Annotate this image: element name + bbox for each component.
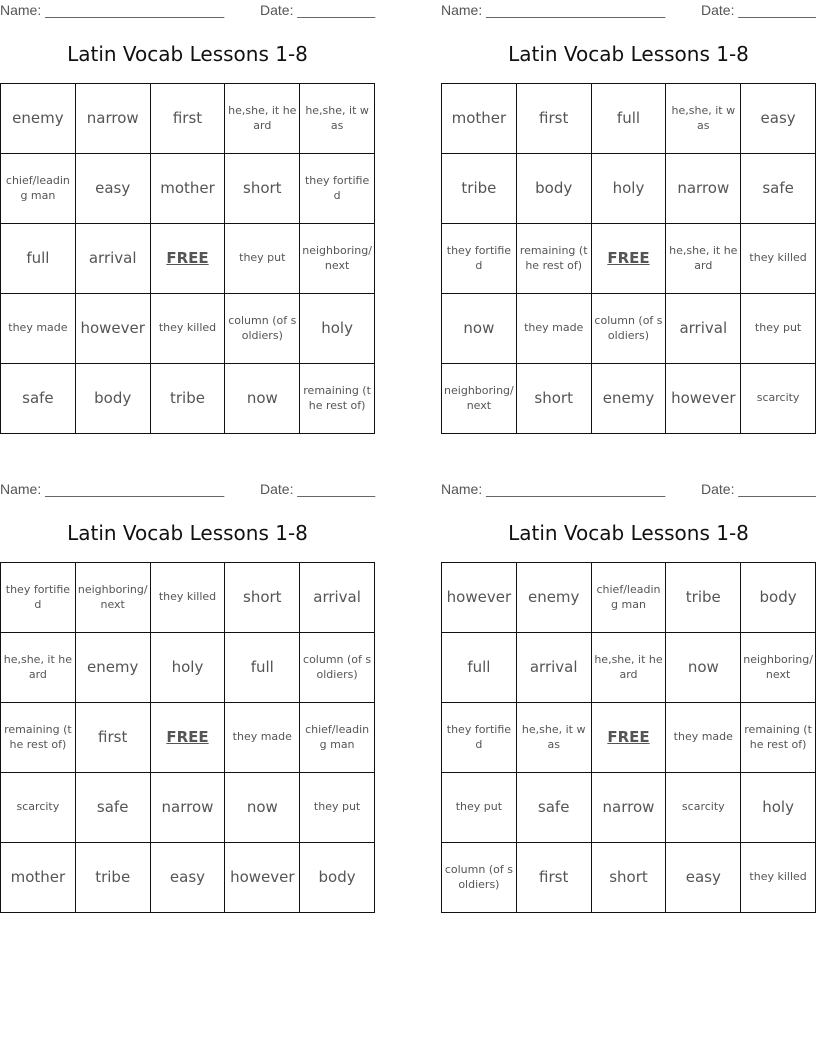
vocab-cell: neighboring/next — [76, 563, 151, 633]
name-date-row — [0, 2, 375, 20]
vocab-cell: scarcity — [666, 773, 741, 843]
card-title: Latin Vocab Lessons 1-8 — [508, 521, 749, 545]
vocab-cell: neighboring/next — [741, 633, 816, 703]
vocab-cell: body — [300, 843, 375, 913]
vocab-cell: he,she, it was — [666, 84, 741, 154]
vocab-cell: full — [225, 633, 300, 703]
date-field: Date: __________ — [701, 2, 816, 18]
vocab-cell: narrow — [151, 773, 226, 843]
vocab-cell: column (of soldiers) — [592, 294, 667, 364]
vocab-cell: easy — [666, 843, 741, 913]
vocab-cell: neighboring/next — [300, 224, 375, 294]
vocab-cell: they put — [442, 773, 517, 843]
vocab-cell: they fortified — [1, 563, 76, 633]
vocab-cell: enemy — [1, 84, 76, 154]
bingo-grid — [441, 83, 816, 434]
name-date-row — [441, 2, 816, 20]
vocab-cell: however — [76, 294, 151, 364]
vocab-cell: they made — [517, 294, 592, 364]
name-date-row — [0, 481, 375, 499]
vocab-cell: they put — [741, 294, 816, 364]
vocab-cell: they killed — [151, 563, 226, 633]
vocab-cell: they killed — [741, 224, 816, 294]
vocab-cell: holy — [151, 633, 226, 703]
date-field: Date: __________ — [701, 481, 816, 497]
vocab-cell: first — [76, 703, 151, 773]
vocab-cell: however — [666, 364, 741, 434]
vocab-cell: he,she, it heard — [1, 633, 76, 703]
vocab-cell: however — [225, 843, 300, 913]
vocab-cell: he,she, it was — [517, 703, 592, 773]
vocab-cell: remaining (the rest of) — [1, 703, 76, 773]
vocab-cell: holy — [592, 154, 667, 224]
vocab-cell: they put — [225, 224, 300, 294]
vocab-cell: scarcity — [1, 773, 76, 843]
free-space-cell: FREE — [151, 703, 226, 773]
vocab-cell: narrow — [666, 154, 741, 224]
vocab-cell: now — [225, 773, 300, 843]
vocab-cell: narrow — [592, 773, 667, 843]
bingo-card-1 — [0, 0, 375, 435]
bingo-card-3 — [0, 479, 375, 914]
free-space-cell: FREE — [151, 224, 226, 294]
vocab-cell: first — [517, 84, 592, 154]
bingo-grid — [0, 83, 375, 434]
free-space-cell: FREE — [592, 224, 667, 294]
bingo-card-4 — [441, 479, 816, 914]
name-field: Name: _______________________ — [0, 481, 225, 497]
vocab-cell: now — [442, 294, 517, 364]
card-title: Latin Vocab Lessons 1-8 — [67, 42, 308, 66]
date-field: Date: __________ — [260, 2, 376, 18]
vocab-cell: column (of soldiers) — [442, 843, 517, 913]
vocab-cell: tribe — [442, 154, 517, 224]
vocab-cell: they put — [300, 773, 375, 843]
vocab-cell: however — [442, 563, 517, 633]
vocab-cell: enemy — [592, 364, 667, 434]
vocab-cell: easy — [151, 843, 226, 913]
vocab-cell: now — [666, 633, 741, 703]
vocab-cell: tribe — [666, 563, 741, 633]
vocab-cell: mother — [151, 154, 226, 224]
free-space-cell: FREE — [592, 703, 667, 773]
vocab-cell: remaining (the rest of) — [517, 224, 592, 294]
card-title: Latin Vocab Lessons 1-8 — [67, 521, 308, 545]
name-field: Name: _______________________ — [441, 2, 666, 18]
vocab-cell: scarcity — [741, 364, 816, 434]
vocab-cell: arrival — [517, 633, 592, 703]
bingo-grid — [0, 562, 375, 913]
vocab-cell: short — [225, 154, 300, 224]
vocab-cell: arrival — [76, 224, 151, 294]
vocab-cell: remaining (the rest of) — [741, 703, 816, 773]
vocab-cell: chief/leading man — [1, 154, 76, 224]
vocab-cell: arrival — [300, 563, 375, 633]
vocab-cell: holy — [741, 773, 816, 843]
vocab-cell: easy — [741, 84, 816, 154]
bingo-card-2 — [441, 0, 816, 435]
vocab-cell: they made — [666, 703, 741, 773]
vocab-cell: body — [76, 364, 151, 434]
vocab-cell: tribe — [76, 843, 151, 913]
vocab-cell: he,she, it heard — [592, 633, 667, 703]
vocab-cell: mother — [442, 84, 517, 154]
vocab-cell: they fortified — [300, 154, 375, 224]
vocab-cell: chief/leading man — [300, 703, 375, 773]
vocab-cell: first — [517, 843, 592, 913]
vocab-cell: easy — [76, 154, 151, 224]
date-field: Date: __________ — [260, 481, 376, 497]
vocab-cell: body — [517, 154, 592, 224]
vocab-cell: remaining (the rest of) — [300, 364, 375, 434]
vocab-cell: they fortified — [442, 703, 517, 773]
vocab-cell: they made — [225, 703, 300, 773]
vocab-cell: short — [225, 563, 300, 633]
vocab-cell: they killed — [151, 294, 226, 364]
name-date-row — [441, 481, 816, 499]
vocab-cell: narrow — [76, 84, 151, 154]
vocab-cell: full — [442, 633, 517, 703]
vocab-cell: he,she, it heard — [666, 224, 741, 294]
vocab-cell: tribe — [151, 364, 226, 434]
vocab-cell: chief/leading man — [592, 563, 667, 633]
bingo-grid — [441, 562, 816, 913]
vocab-cell: safe — [76, 773, 151, 843]
vocab-cell: safe — [1, 364, 76, 434]
vocab-cell: column (of soldiers) — [300, 633, 375, 703]
vocab-cell: holy — [300, 294, 375, 364]
vocab-cell: enemy — [76, 633, 151, 703]
vocab-cell: full — [1, 224, 76, 294]
vocab-cell: mother — [1, 843, 76, 913]
vocab-cell: they killed — [741, 843, 816, 913]
vocab-cell: safe — [741, 154, 816, 224]
vocab-cell: neighboring/next — [442, 364, 517, 434]
vocab-cell: first — [151, 84, 226, 154]
vocab-cell: body — [741, 563, 816, 633]
name-field: Name: _______________________ — [0, 2, 225, 18]
vocab-cell: they fortified — [442, 224, 517, 294]
vocab-cell: full — [592, 84, 667, 154]
vocab-cell: now — [225, 364, 300, 434]
vocab-cell: he,she, it heard — [225, 84, 300, 154]
vocab-cell: they made — [1, 294, 76, 364]
vocab-cell: short — [517, 364, 592, 434]
vocab-cell: column (of soldiers) — [225, 294, 300, 364]
vocab-cell: he,she, it was — [300, 84, 375, 154]
vocab-cell: arrival — [666, 294, 741, 364]
vocab-cell: short — [592, 843, 667, 913]
vocab-cell: safe — [517, 773, 592, 843]
name-field: Name: _______________________ — [441, 481, 666, 497]
card-title: Latin Vocab Lessons 1-8 — [508, 42, 749, 66]
vocab-cell: enemy — [517, 563, 592, 633]
